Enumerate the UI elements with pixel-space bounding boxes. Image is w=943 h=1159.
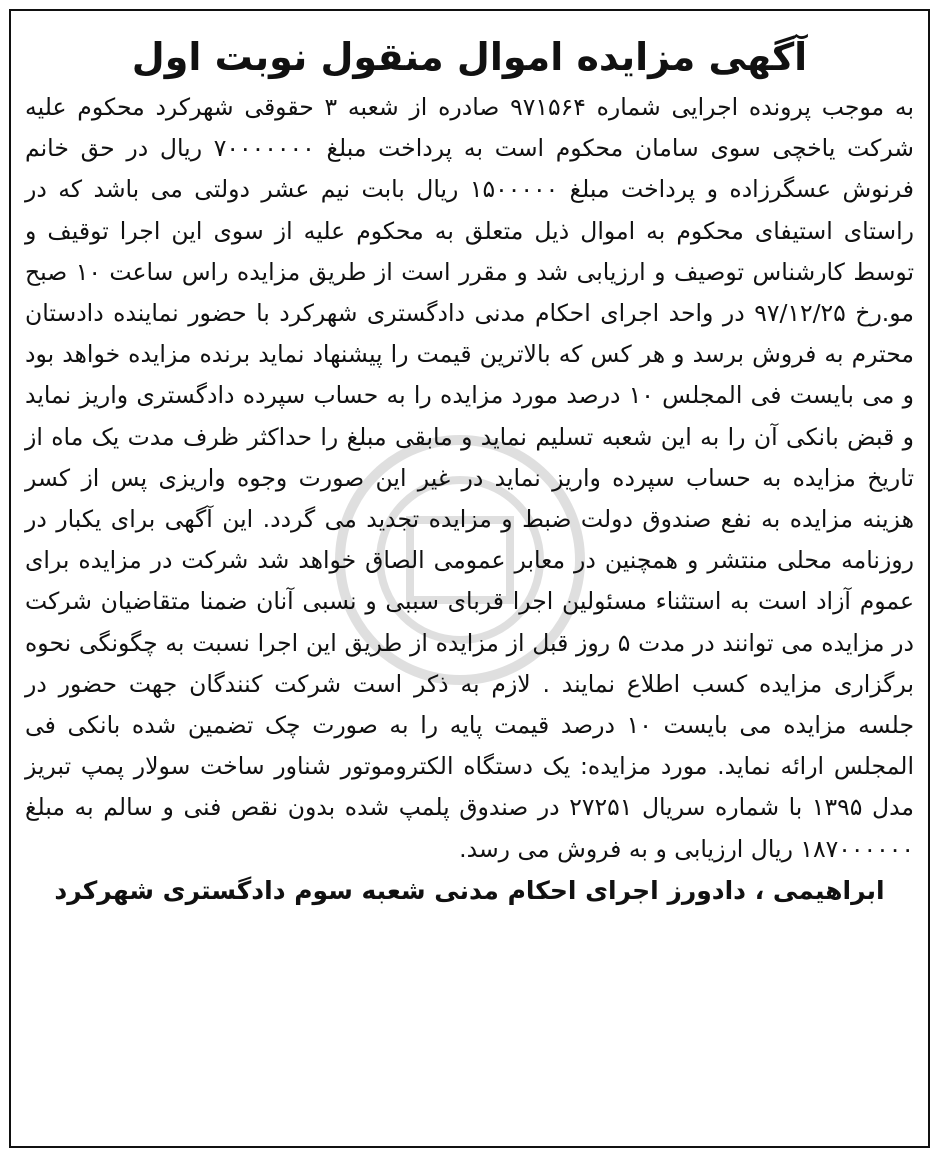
notice-body: به موجب پرونده اجرایی شماره ۹۷۱۵۶۴ صادره از شعبه ۳ حقوقی شهرکرد محکوم علیه شرکت یاخچی سوی سامان محکوم است به پرداخت مبلغ ۷۰۰۰۰۰۰۰ ریال در حق خانم فرنوش عسگرزاده و پرداخت مبلغ ۱۵۰۰۰۰۰ ریال بابت نیم عشر دولتی می باشد که در راستای استیفای محکوم به اموال ذیل متعلق به محکوم علیه از سوی این اجرا توقیف و توسط کارشناس توصیف و ارزیابی شد و مقرر است از طریق مزایده راس ساعت ۱۰ صبح مو.رخ ۹۷/۱۲/۲۵ در واحد اجرای احکام مدنی دادگستری شهرکرد با حضور نماینده دادستان محترم به فروش برسد و هر کس که بالاترین قیمت را پیشنهاد نماید برنده مزایده خواهد بود و می بایست فی المجلس ۱۰ درصد مورد مزایده را به حساب سپرده دادگستری واریز نماید و قبض بانکی آن را به این شعبه تسلیم نماید و مابقی مبلغ را حداکثر ظرف مدت یک ماه از تاریخ مزایده به حساب سپرده واریز نماید در غیر این صورت وجوه واریزی پس از کسر هزینه مزایده به نفع صندوق دولت ضبط و مزایده تجدید می گردد. این آگهی برای یکبار در روزنامه محلی منتشر و همچنین در معابر عمومی الصاق خواهد شد شرکت در مزایده برای عموم آزاد است به استثناء مسئولین اجرا قربای سببی و نسبی آنان ضمنا متقاضیان شرکت در مزایده می توانند در مدت ۵ روز قبل از مزایده از طریق این اجرا نسبت به چگونگی نحوه برگزاری مزایده کسب اطلاع نمایند . لازم به ذکر است شرکت کنندگان جهت حضور در جلسه مزایده می بایست ۱۰ درصد قیمت پایه را به صورت چک تضمین شده بانکی فی المجلس ارائه نماید. مورد مزایده: یک دستگاه الکتروموتور شناور ساخت سولار پمپ تبریز مدل ۱۳۹۵ با شماره سریال ۲۷۲۵۱ در صندوق پلمپ شده بدون نقص فنی و سالم به مبلغ ۱۸۷۰۰۰۰۰۰ ریال ارزیابی و به فروش می رسد. (25, 93, 915, 863)
notice-signature: ابراهیمی ، دادورز اجرای احکام مدنی شعبه سوم دادگستری شهرکرد (54, 875, 885, 905)
notice-frame (9, 9, 930, 1148)
notice-title: آگهی مزایده اموال منقول نوبت اول (131, 35, 808, 79)
